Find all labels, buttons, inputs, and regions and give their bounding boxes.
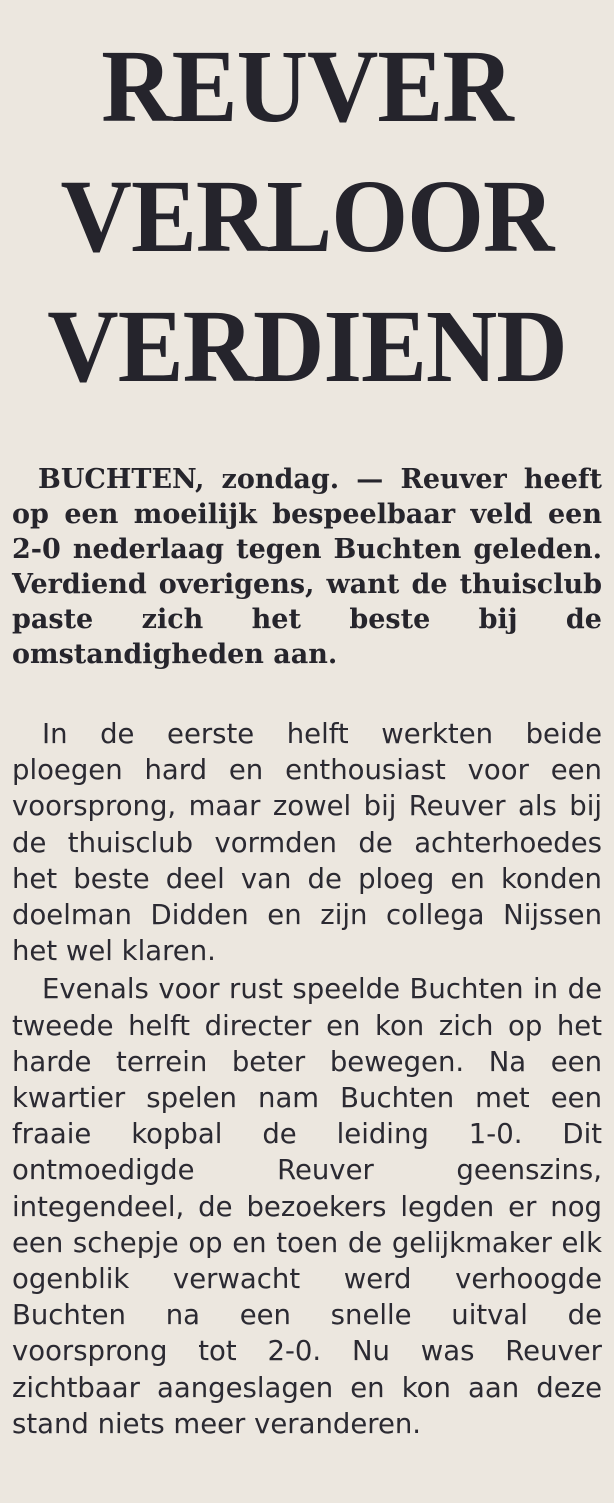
dateline: BUCHTEN, zondag. — xyxy=(38,464,384,495)
lead-paragraph xyxy=(12,462,602,672)
lead-text: Reuver heeft op een moeilijk bespeelbaar veld een 2-0 nederlaag tegen Buchten geleden. Verdiend overigens, want de thuisclub paste zich het beste bij de omstandigheden aan. xyxy=(12,464,602,670)
headline-line-1: REUVER xyxy=(101,29,513,144)
headline-line-3: VERDIEND xyxy=(47,289,567,404)
headline xyxy=(12,22,602,412)
headline-line-2: VERLOOR xyxy=(60,159,554,274)
body-paragraph-2: Evenals voor rust speelde Buchten in de tweede helft directer en kon zich op het harde terrein beter bewegen. Na een kwartier spelen nam Buchten met een fraaie kopbal de leiding 1-0. Dit ontmoedigde Reuver geenszins, integendeel, de bezoekers legden er nog een schepje op en toen de gelijkmaker elk ogenblik verwacht werd verhoogde Buchten na een snelle uitval de voorsprong tot 2-0. Nu was Reuver zichtbaar aangeslagen en kon aan deze stand niets meer veranderen. xyxy=(12,973,602,1440)
body-paragraph-1: In de eerste helft werkten beide ploegen hard en enthousiast voor een voorsprong, maar zowel bij Reuver als bij de thuisclub vormden de achterhoedes het beste deel van de ploeg en konden doelman Didden en zijn collega Nijssen het wel klaren. xyxy=(12,718,602,968)
